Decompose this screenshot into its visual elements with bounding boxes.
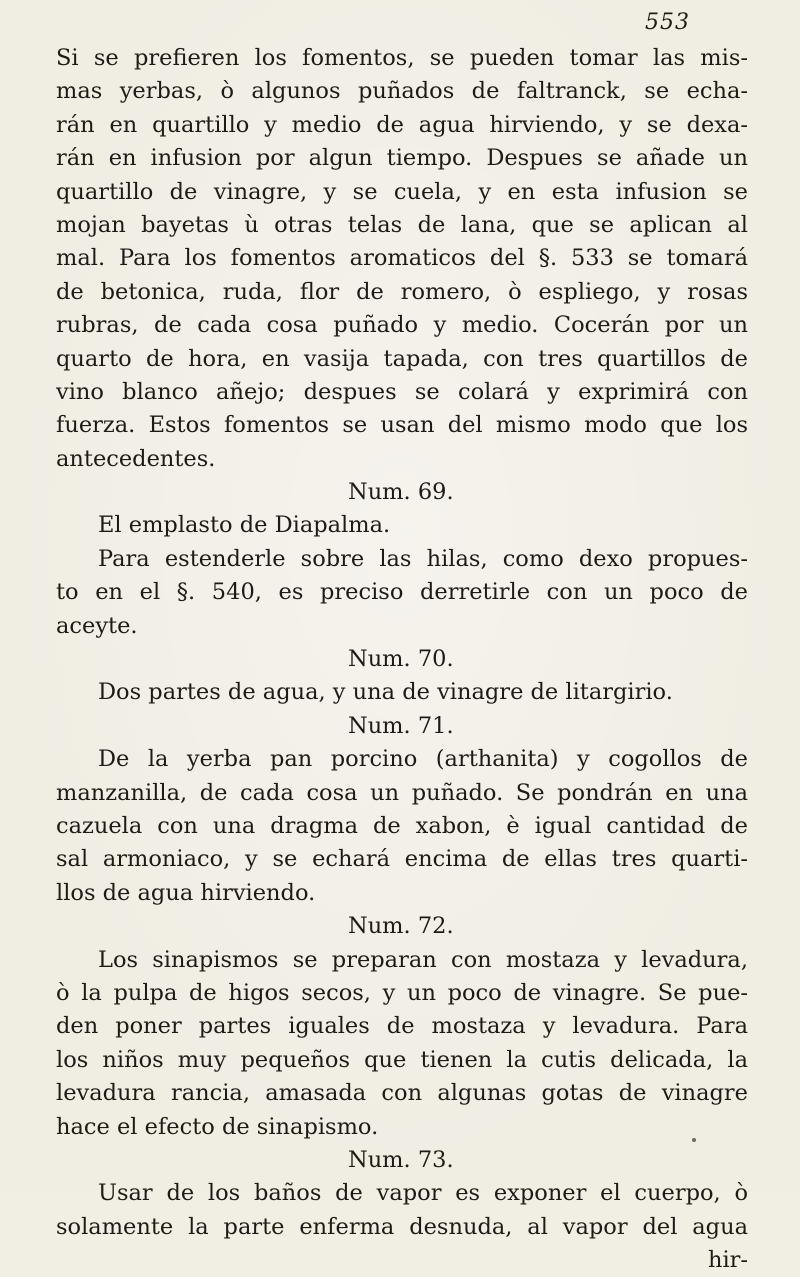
text-line: antecedentes. xyxy=(56,445,216,472)
page-number: 553 xyxy=(645,10,690,35)
text-line: quarto de hora, en vasija tapada, con tres quartillos de xyxy=(56,345,748,372)
text-line: hace el efecto de sinapismo. xyxy=(56,1113,379,1140)
text-line: den poner partes iguales de mostaza y levadura. Para xyxy=(56,1013,748,1040)
section-heading: Num. 69. xyxy=(348,479,454,506)
section-heading: Num. 71. xyxy=(348,712,454,739)
text-line: fuerza. Estos fomentos se usan del mismo modo que los xyxy=(56,412,748,439)
text-line: De la yerba pan porcino (arthanita) y cogollos de xyxy=(98,746,748,773)
section-heading: Num. 70. xyxy=(348,646,454,673)
text-line: cazuela con una dragma de xabon, è igual cantidad de xyxy=(56,812,748,839)
section-heading: Num. 73. xyxy=(348,1146,454,1173)
text-line: ò la pulpa de higos secos, y un poco de vinagre. Se pue- xyxy=(56,979,748,1006)
text-line: quartillo de vinagre, y se cuela, y en esta infusion se xyxy=(56,178,748,205)
ink-fleck xyxy=(692,1138,696,1142)
text-line: los niños muy pequeños que tienen la cutis delicada, la xyxy=(56,1046,748,1073)
text-line: to en el §. 540, es preciso derretirle con un poco de xyxy=(56,579,748,606)
text-line: rán en quartillo y medio de agua hirviendo, y se dexa- xyxy=(56,111,748,138)
text-line: vino blanco añejo; despues se colará y exprimirá con xyxy=(56,378,748,405)
text-line: mojan bayetas ù otras telas de lana, que se aplican al xyxy=(56,211,748,238)
text-line: Si se prefieren los fomentos, se pueden tomar las mis- xyxy=(56,45,748,71)
catchword: hir- xyxy=(707,1247,748,1274)
text-line: rán en infusion por algun tiempo. Despues se añade un xyxy=(56,145,748,172)
text-line: mas yerbas, ò algunos puñados de faltranck, se echa- xyxy=(56,78,748,105)
text-line: levadura rancia, amasada con algunas gotas de vinagre xyxy=(56,1080,748,1107)
text-line: aceyte. xyxy=(56,612,138,639)
text-line: Para estenderle sobre las hilas, como dexo propues- xyxy=(98,545,748,572)
page-body xyxy=(56,42,748,1277)
text-line: mal. Para los fomentos aromaticos del §. 533 se tomará xyxy=(56,245,748,272)
text-line: llos de agua hirviendo. xyxy=(56,879,316,906)
text-line: El emplasto de Diapalma. xyxy=(98,512,391,539)
text-line: solamente la parte enferma desnuda, al vapor del agua xyxy=(56,1213,748,1240)
section-heading: Num. 72. xyxy=(348,913,454,940)
text-line: sal armoniaco, y se echará encima de ellas tres quarti- xyxy=(56,846,748,873)
text-line: Dos partes de agua, y una de vinagre de litargirio. xyxy=(98,679,673,706)
text-line: manzanilla, de cada cosa un puñado. Se pondrán en una xyxy=(56,779,748,806)
text-line: de betonica, ruda, flor de romero, ò espliego, y rosas xyxy=(56,278,748,305)
text-line: Los sinapismos se preparan con mostaza y levadura, xyxy=(98,946,748,973)
text-line: rubras, de cada cosa puñado y medio. Cocerán por un xyxy=(56,312,748,339)
text-line: Usar de los baños de vapor es exponer el cuerpo, ò xyxy=(98,1180,748,1207)
